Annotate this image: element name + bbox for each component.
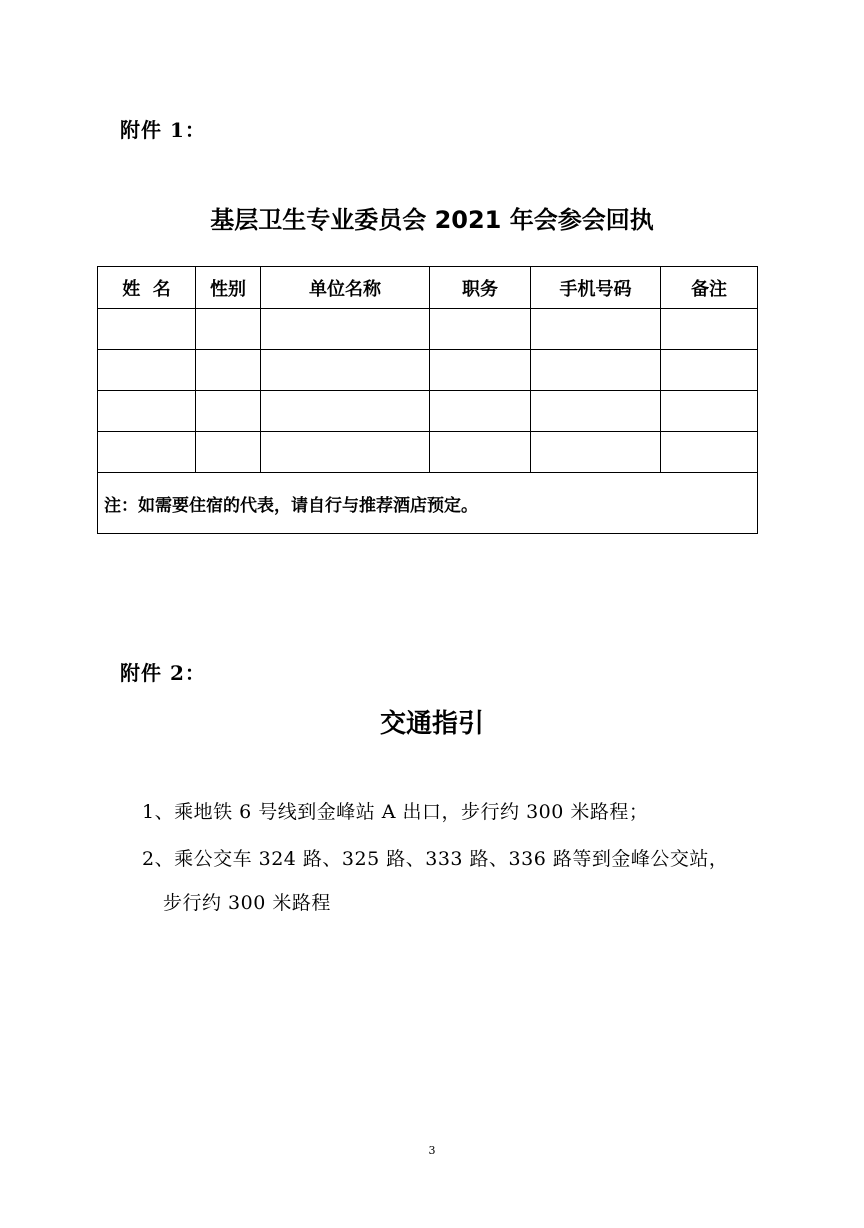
receipt-table (97, 266, 758, 534)
table-cell[interactable] (531, 350, 661, 391)
table-cell[interactable] (261, 350, 430, 391)
traffic-item-bus-continued: 步行约 300 米路程 (163, 892, 331, 914)
table-cell[interactable] (98, 309, 196, 350)
attachment-2-label: 附件 2： (120, 661, 206, 685)
accommodation-note: 注：如需要住宿的代表，请自行与推荐酒店预定。 (98, 473, 758, 534)
table-cell[interactable] (261, 432, 430, 473)
table-cell[interactable] (430, 350, 531, 391)
table-cell[interactable] (661, 350, 758, 391)
table-cell[interactable] (196, 391, 261, 432)
traffic-guide-title: 交通指引 (379, 709, 484, 739)
table-cell[interactable] (661, 432, 758, 473)
form-title: 基层卫生专业委员会 2021 年会参会回执 (210, 206, 654, 234)
table-cell[interactable] (261, 309, 430, 350)
table-cell[interactable] (531, 391, 661, 432)
attachment-1-label: 附件 1： (120, 118, 206, 142)
table-cell[interactable] (531, 309, 661, 350)
table-cell[interactable] (261, 391, 430, 432)
note-row (98, 473, 758, 534)
table-cell[interactable] (430, 391, 531, 432)
table-cell[interactable] (661, 391, 758, 432)
table-cell[interactable] (430, 309, 531, 350)
table-cell[interactable] (531, 432, 661, 473)
table-cell[interactable] (196, 350, 261, 391)
traffic-item-metro: 1、乘地铁 6 号线到金峰站 A 出口，步行约 300 米路程； (142, 801, 649, 823)
header-organization: 单位名称 (261, 267, 430, 309)
header-name: 姓 名 (98, 267, 196, 309)
table-row (98, 391, 758, 432)
table-cell[interactable] (98, 350, 196, 391)
header-position: 职务 (430, 267, 531, 309)
header-gender: 性别 (196, 267, 261, 309)
header-remarks: 备注 (661, 267, 758, 309)
table-row (98, 309, 758, 350)
page-number: 3 (428, 1144, 436, 1157)
header-phone: 手机号码 (531, 267, 661, 309)
table-row (98, 432, 758, 473)
table-cell[interactable] (430, 432, 531, 473)
table-cell[interactable] (98, 391, 196, 432)
table-cell[interactable] (196, 309, 261, 350)
table-cell[interactable] (98, 432, 196, 473)
table-header-row (98, 267, 758, 309)
traffic-item-bus: 2、乘公交车 324 路、325 路、333 路、336 路等到金峰公交站， (142, 848, 729, 870)
table-cell[interactable] (661, 309, 758, 350)
table-row (98, 350, 758, 391)
table-cell[interactable] (196, 432, 261, 473)
